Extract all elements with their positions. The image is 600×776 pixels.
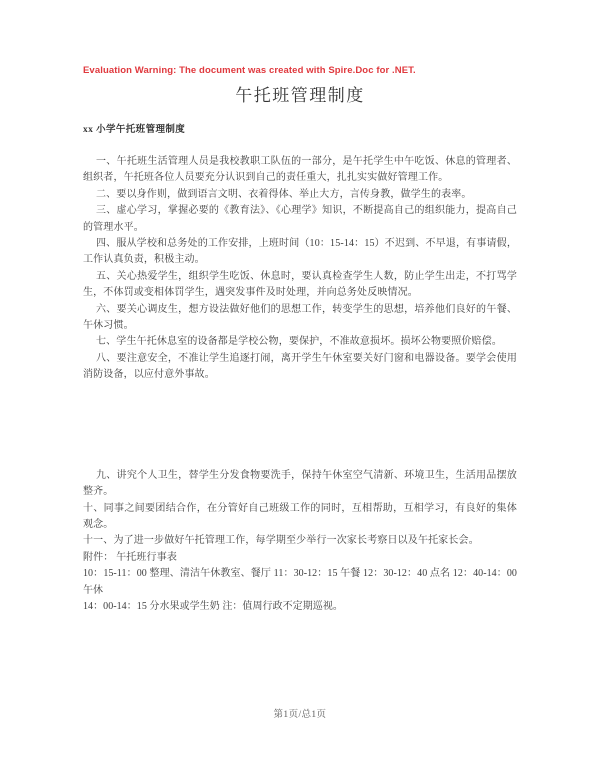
clause-paragraph-1: 一、午托班生活管理人员是我校教职工队伍的一部分，是午托学生中午吃饭、休息的管理者、组织者，午托班各位人员要充分认识到自己的责任重大，扎扎实实做好管理工作。 (83, 156, 517, 184)
document-body (83, 64, 517, 615)
section-spacer (83, 384, 517, 468)
clause-paragraph-11: 十一、为了进一步做好午托管理工作，每学期至少举行一次家长考察日以及午托家长会。 (83, 535, 479, 547)
clause-paragraph-3: 三、虚心学习，掌握必要的《教育法》、《心理学》知识，不断提高自己的组织能力，提高自己的管理水平。 (83, 205, 517, 233)
clause-paragraph-6: 六、要关心调皮生，想方设法做好他们的思想工作，转变学生的思想，培养他们良好的午餐、午休习惯。 (83, 303, 517, 332)
schedule-line-1: 10：15-11：00 整理、清洁午休教室、餐厅 11：30-12：15 午餐 12：30-12：40 点名 12：40-14：00 午休 (83, 568, 517, 596)
clause-paragraph-8: 八、要注意安全，不准让学生追逐打闹，离开学生午休室要关好门窗和电器设备。要学会使用消防设备，以应付意外事故。 (83, 352, 517, 381)
document-subheading: xx 小学午托班管理制度 (83, 125, 186, 135)
page-title: 午托班管理制度 (235, 86, 365, 105)
evaluation-warning-banner: Evaluation Warning: The document was created with Spire.Doc for .NET. (83, 65, 416, 76)
clause-paragraph-10: 十、同事之间要团结合作，在分管好自己班级工作的同时，互相帮助，互相学习，有良好的集体观念。 (83, 502, 517, 530)
clause-paragraph-2: 二、要以身作则，做到语言文明、衣着得体、举止大方，言传身教，做学生的表率。 (96, 188, 472, 200)
clause-paragraph-7: 七、学生午托休息室的设备都是学校公物，要保护，不准故意损坏。损坏公物要照价赔偿。 (96, 336, 502, 348)
clause-paragraph-5: 五、关心热爱学生，组织学生吃饭、休息时，要认真检查学生人数，防止学生出走，不打骂学生，不体罚或变相体罚学生，遇突发事件及时处理，并向总务处反映情况。 (83, 270, 517, 299)
clause-paragraph-4: 四、服从学校和总务处的工作安排，上班时间（10：15-14：15）不迟到、不早退，有事请假，工作认真负责，积极主动。 (83, 238, 517, 266)
page-footer: 第1页/总1页 (273, 710, 327, 720)
clause-paragraph-9: 九、讲究个人卫生，替学生分发食物要洗手，保持午休室空气清新、环境卫生，生活用品摆放整齐。 (83, 469, 517, 498)
attachment-label: 附件： 午托班行事表 (83, 551, 177, 563)
schedule-line-2: 14：00-14：15 分水果或学生奶 注：值周行政不定期巡视。 (83, 600, 343, 612)
